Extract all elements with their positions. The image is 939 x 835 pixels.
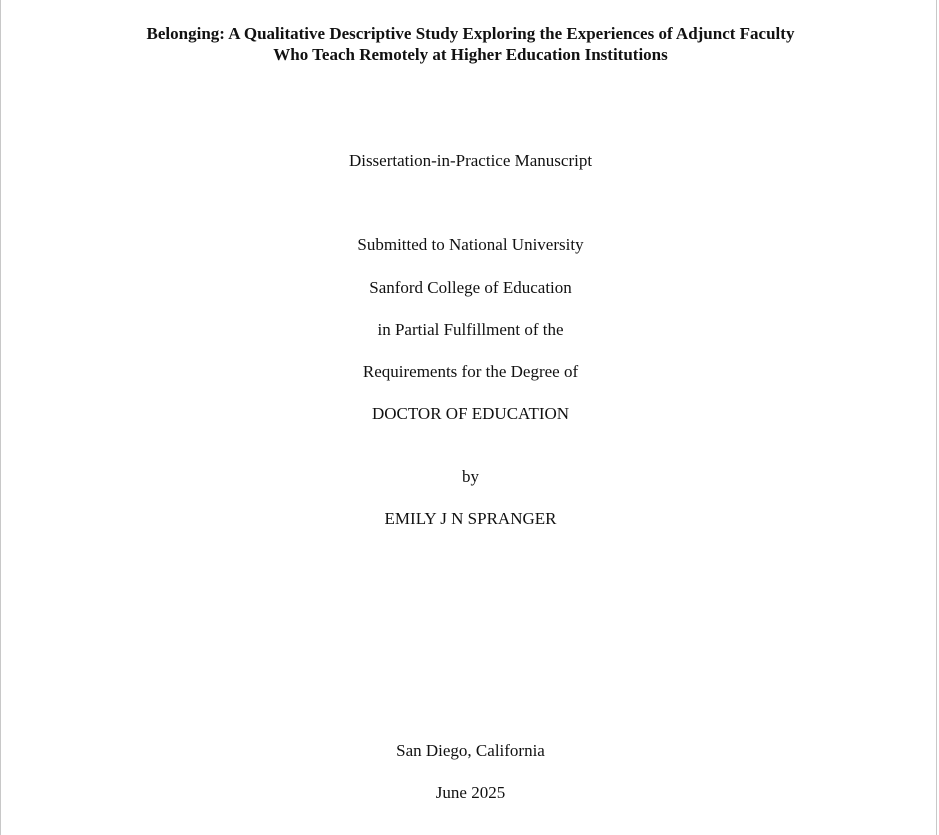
submission-line: in Partial Fulfillment of the: [377, 320, 564, 339]
date: June 2025: [435, 783, 506, 802]
title-line-1: Belonging: A Qualitative Descriptive Study Exploring the Experiences of Adjunct Faculty: [146, 24, 795, 43]
submission-line: Sanford College of Education: [369, 278, 572, 297]
title-line-2: Who Teach Remotely at Higher Education Institutions: [273, 45, 668, 64]
location: San Diego, California: [396, 741, 545, 760]
submission-line: Submitted to National University: [357, 235, 584, 254]
by-label: by: [462, 467, 479, 486]
manuscript-type: Dissertation-in-Practice Manuscript: [348, 151, 593, 170]
submission-line: Requirements for the Degree of: [362, 362, 579, 381]
degree-name: DOCTOR OF EDUCATION: [371, 404, 570, 423]
author-name: EMILY J N SPRANGER: [384, 509, 557, 528]
